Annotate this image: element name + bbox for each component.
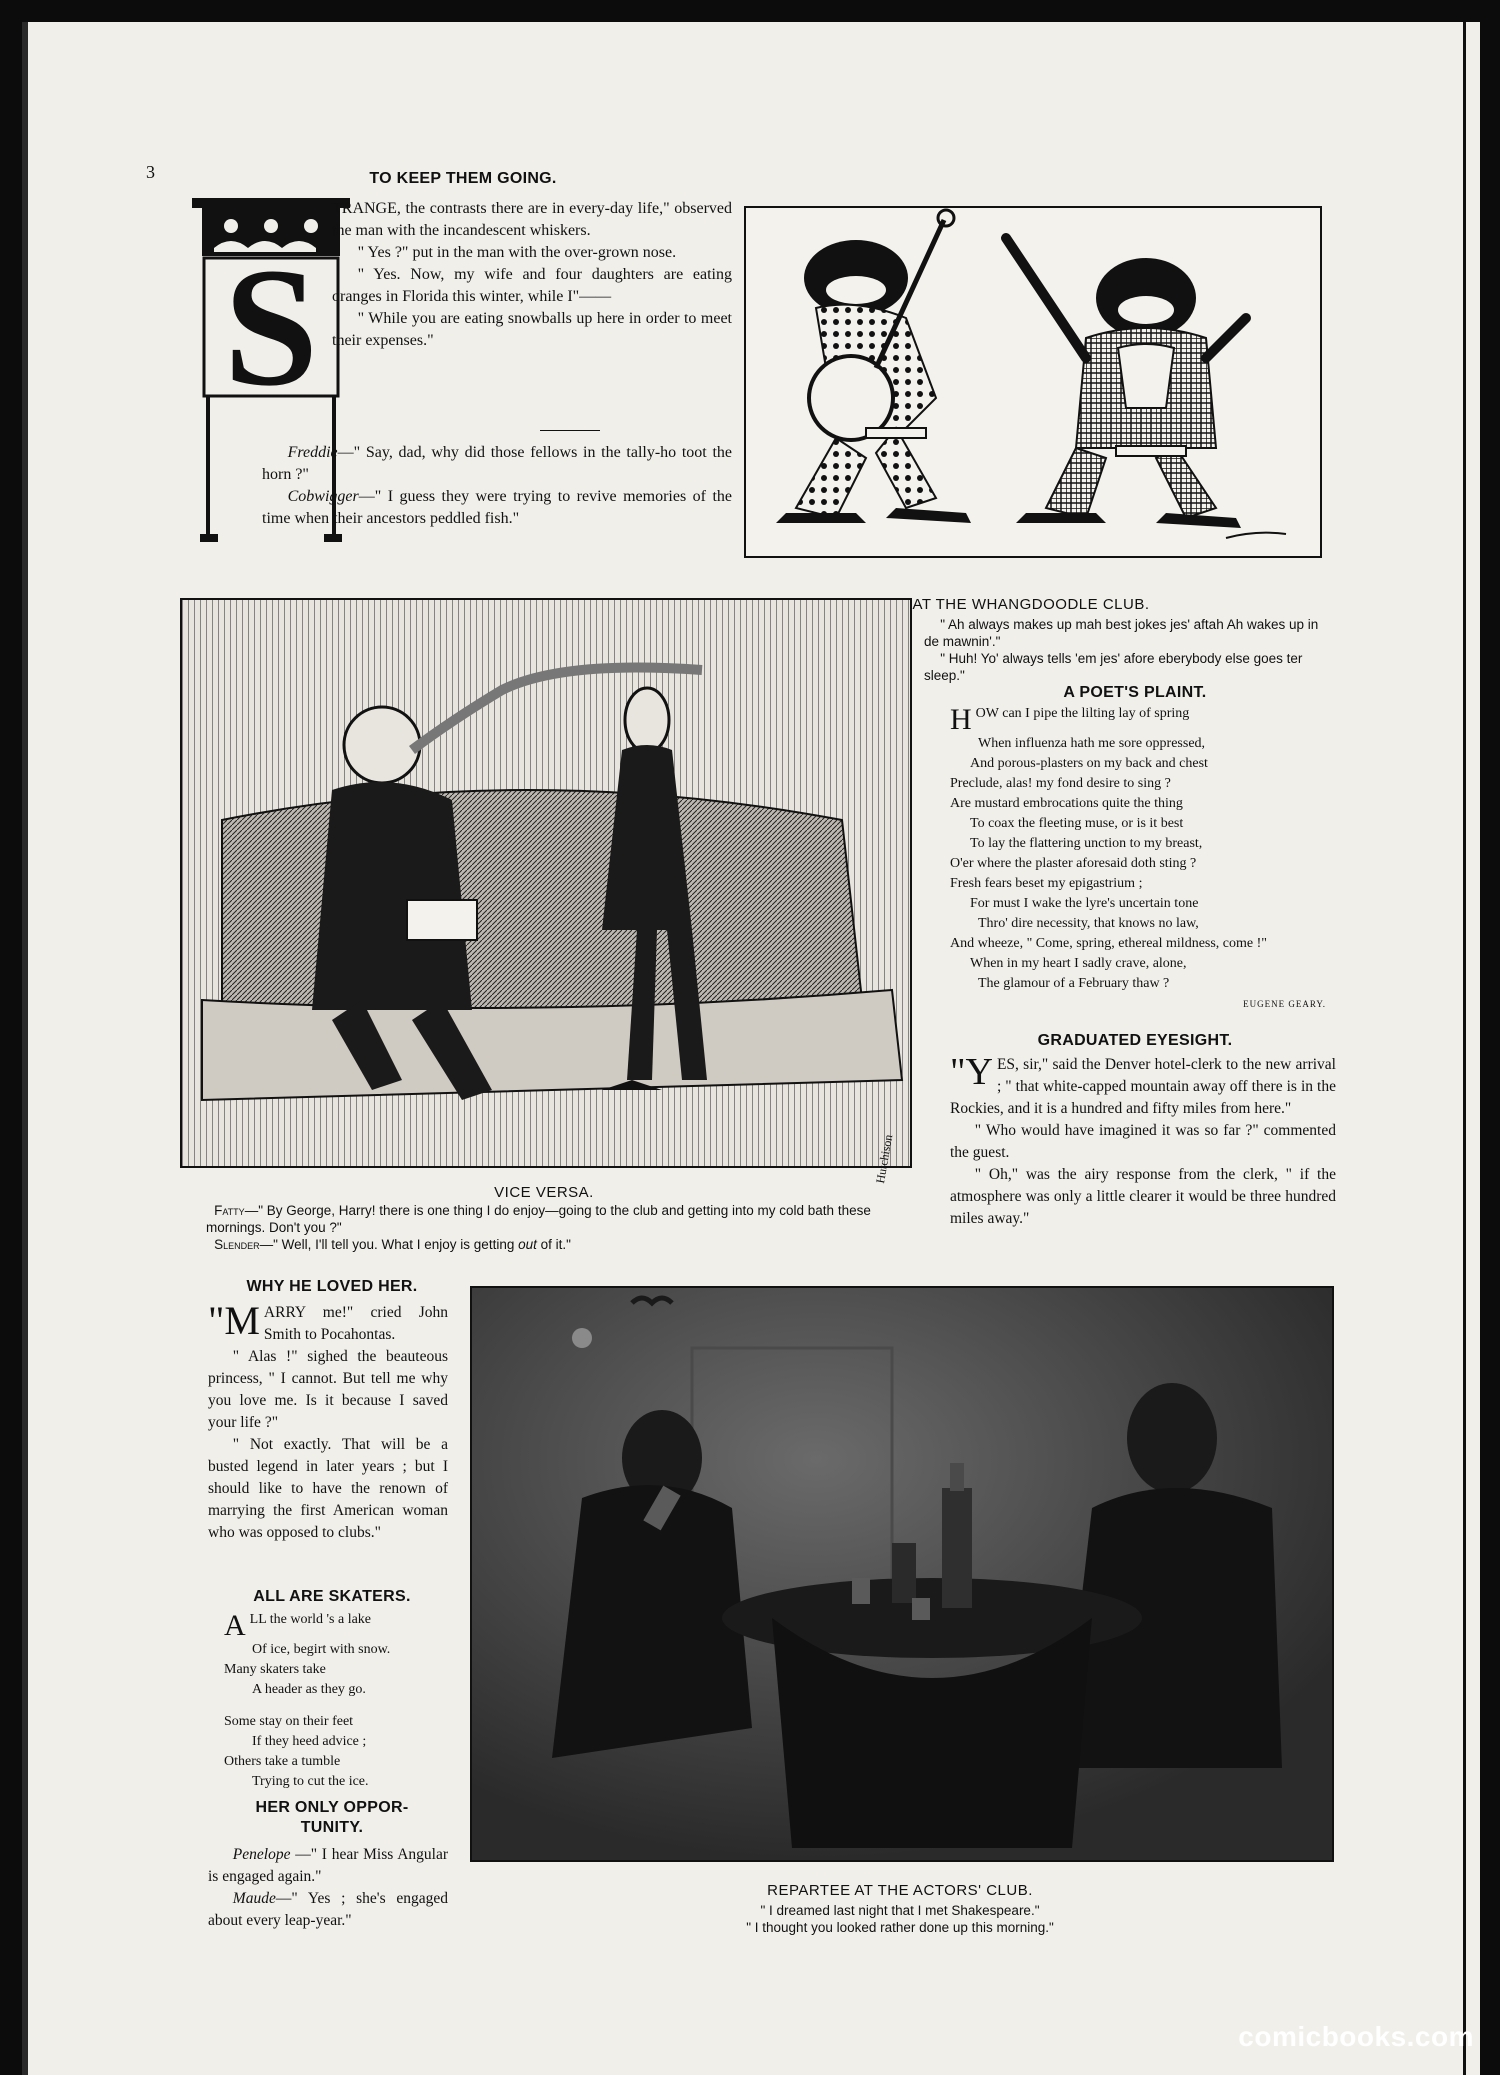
site-watermark: comicbooks.com [1238,2021,1474,2052]
paragraph: " Who would have imagined it was so far ?" commented the guest. [950,1122,1336,1161]
page-edge [1463,22,1466,2075]
actors-club-photograph [470,1286,1334,1862]
speaker: Freddie [287,444,338,461]
paragraph: " Alas !" sighed the beauteous princess, " I cannot. But tell me why you love me. Is it because I saved your life ?" [208,1348,448,1431]
speaker: Fatty [214,1203,245,1218]
actors-club-caption [470,1902,1330,1936]
caption-line: " Huh! Yo' always tells 'em jes' afore eberybody else goes ter sleep." [924,651,1303,683]
paragraph: " While you are eating snowballs up here in order to meet their expenses." [332,310,732,349]
all-are-skaters-poem [224,1610,454,1792]
poets-plaint-poem [950,704,1330,1014]
dialogue: —" By George, Harry! there is one thing I do enjoy—going to the club and getting into my cold bath these mornings. Don't you ?" [206,1203,871,1235]
speaker: Cobwigger [287,488,359,505]
drop-cap: H [950,703,972,736]
speaker: Penelope [232,1846,291,1863]
stanza-break [224,1700,454,1712]
why-he-loved-her-text [208,1298,448,1544]
poem-line: Some stay on their feet [224,1714,354,1729]
whangdoodle-caption [924,616,1324,684]
drop-cap: A [224,1609,246,1642]
poem-author: EUGENE GEARY. [1243,999,1326,1009]
paragraph: " Not exactly. That will be a busted legend in later years ; but I should like to have the renown of marrying the first American woman who was opposed to clubs." [208,1436,448,1541]
poem-line: Fresh fears beset my epigastrium ; [950,876,1143,891]
poem-line: LL the world 's a lake [249,1612,372,1627]
drop-cap: "Y [950,1051,993,1093]
poem-line: And wheeze, " Come, spring, ethereal mildness, come !" [950,936,1268,951]
artist-signature: Hutchison [872,1133,896,1185]
caption-line: " Ah always makes up mah best jokes jes' aftah Ah wakes up in de mawnin'." [924,617,1319,649]
paragraph: TRANGE, the contrasts there are in every-day life," observed the man with the incandescent whiskers. [332,200,732,239]
poem-line: When in my heart I sadly crave, alone, [970,956,1187,971]
graduated-eyesight-text [950,1051,1336,1230]
whangdoodle-caption-title: AT THE WHANGDOODLE CLUB. [912,596,1150,613]
dialogue: —" I hear Miss Angular is engaged again." [208,1846,448,1885]
actors-at-table-image [472,1288,1332,1860]
vice-versa-caption-title: VICE VERSA. [494,1184,594,1201]
page-number: 3 [146,162,155,182]
paragraph: " Oh," was the airy response from the clerk, " if the atmosphere was only a little clearer it would be three hundred miles away." [950,1166,1336,1227]
dialogue: —" Say, dad, why did those fellows in the tally-ho toot the horn ?" [262,444,732,483]
poem-line: O'er where the plaster aforesaid doth sting ? [950,856,1197,871]
paragraph: ARRY me!" cried John Smith to Pocahontas. [263,1304,448,1343]
poem-line: Preclude, alas! my fond desire to sing ? [950,776,1171,791]
ornamental-initial-s: S [223,233,319,421]
men-on-sofa-drawing [182,600,910,1166]
paragraph: " Yes ?" put in the man with the over-grown nose. [357,244,677,261]
poem-line: OW can I pipe the lilting lay of spring [975,706,1190,721]
title-line: HER ONLY OPPOR- [255,1799,409,1816]
section-rule [540,430,600,431]
whangdoodle-illustration [744,206,1322,558]
dialogue: —" Well, I'll tell you. What I enjoy is getting [259,1237,519,1252]
banjo-players-drawing [746,208,1320,556]
graduated-eyesight-title: GRADUATED EYESIGHT. [1037,1032,1233,1049]
keep-them-going-text [332,198,732,352]
emphasis: out [518,1237,537,1252]
drop-cap: "M [208,1298,260,1343]
magazine-page [22,22,1480,2075]
poem-line: For must I wake the lyre's uncertain tone [970,896,1199,911]
caption-line: " I thought you looked rather done up this morning." [746,1920,1054,1935]
poem-line: And porous-plasters on my back and chest [970,756,1208,771]
poem-line: To coax the fleeting muse, or is it best [970,816,1184,831]
her-only-opportunity-title [214,1798,450,1838]
paragraph: ES, sir," said the Denver hotel-clerk to the new arrival ; " that white-capped mountain away off there is in the Rockies, and it is a hundred and fifty miles from here." [950,1056,1336,1117]
all-are-skaters-title: ALL ARE SKATERS. [253,1588,411,1605]
paragraph: " Yes. Now, my wife and four daughters are eating oranges in Florida this winter, while I"—— [332,266,732,305]
actors-club-caption-title: REPARTEE AT THE ACTORS' CLUB. [767,1882,1033,1899]
poem-line: Many skaters take [224,1662,326,1677]
keep-them-going-title: TO KEEP THEM GOING. [369,170,557,187]
poem-line: The glamour of a February thaw ? [978,976,1170,991]
dialogue: —" Yes ; she's engaged about every leap-year." [208,1890,448,1929]
poem-line: Others take a tumble [224,1754,341,1769]
poem-line: Thro' dire necessity, that knows no law, [978,916,1199,931]
poem-line: Of ice, begirt with snow. [252,1642,391,1657]
vice-versa-caption [206,1202,926,1253]
speaker: Maude [232,1890,276,1907]
dialogue: —" I guess they were trying to revive memories of the time when their ancestors peddled fish." [262,488,732,527]
why-he-loved-her-title: WHY HE LOVED HER. [246,1278,418,1295]
poem-line: If they heed advice ; [252,1734,367,1749]
dialogue: of it." [536,1237,571,1252]
vice-versa-illustration [180,598,912,1185]
poem-line: To lay the flattering unction to my breast, [970,836,1203,851]
caption-line: " I dreamed last night that I met Shakespeare." [760,1903,1040,1918]
poets-plaint-title: A POET'S PLAINT. [1063,684,1207,701]
poem-line: A header as they go. [252,1682,366,1697]
poem-line: When influenza hath me sore oppressed, [978,736,1206,751]
poem-line: Trying to cut the ice. [252,1774,369,1789]
page-spine [22,22,28,2075]
speaker: Slender [214,1237,260,1252]
poem-line: Are mustard embrocations quite the thing [950,796,1183,811]
freddie-cobwigger-text [262,442,732,530]
title-line: TUNITY. [300,1819,364,1836]
her-only-opportunity-text [208,1844,448,1932]
